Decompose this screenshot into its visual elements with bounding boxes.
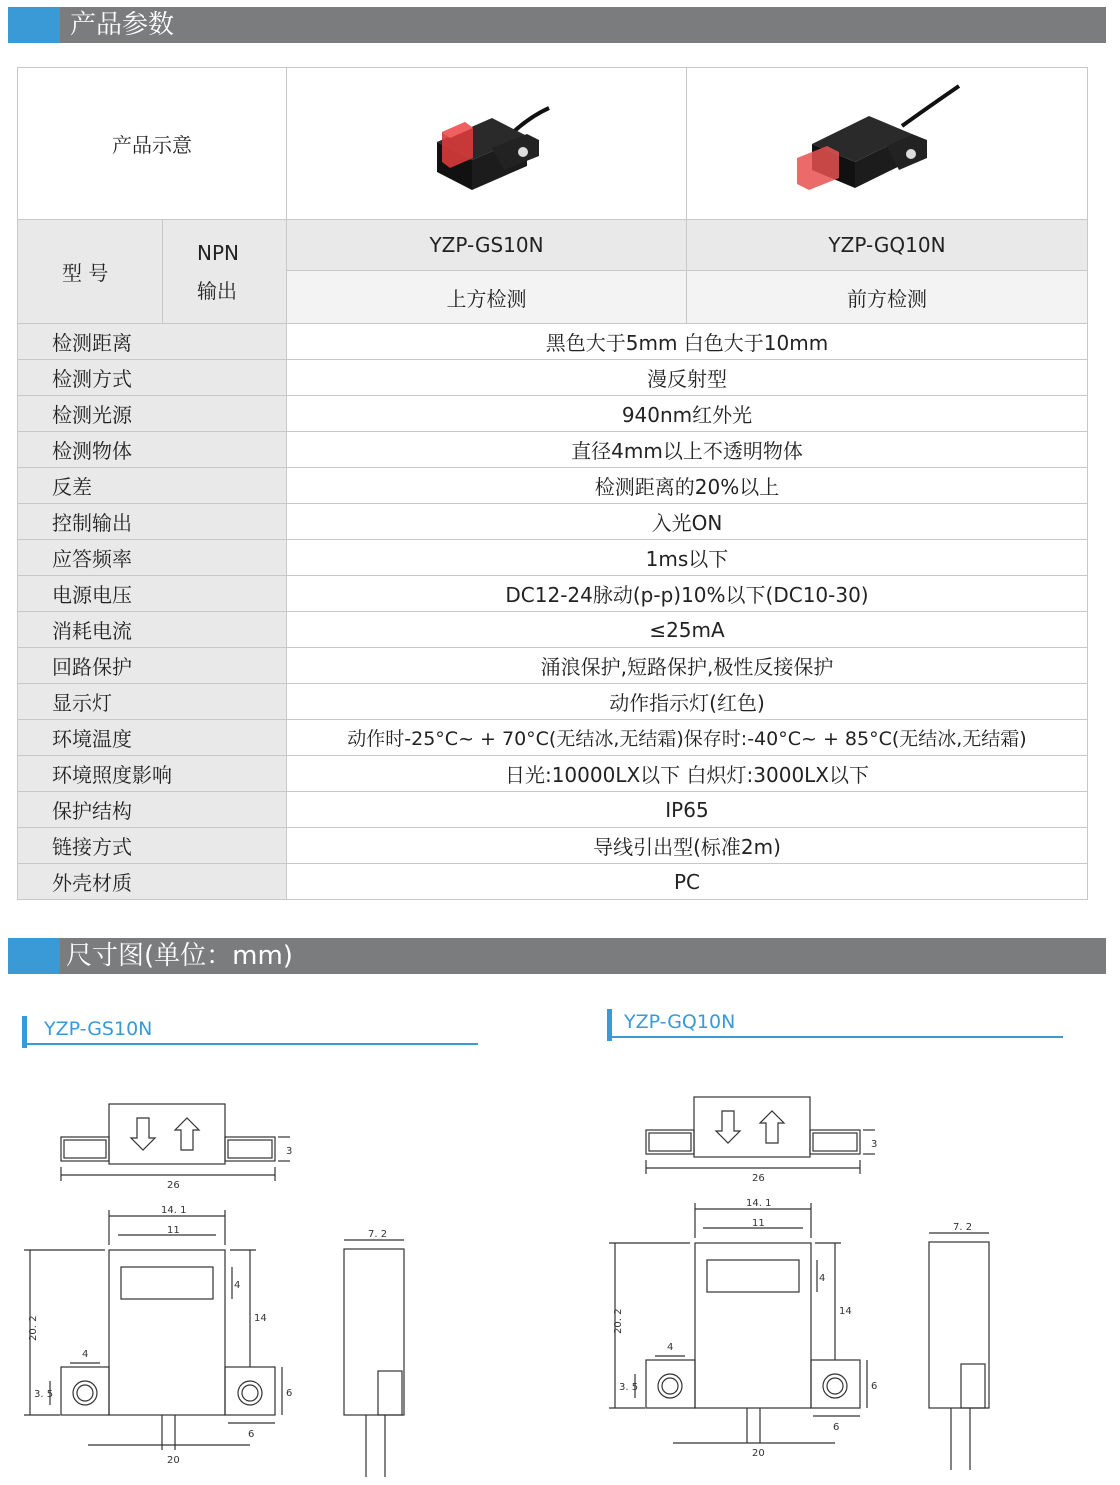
row-value: PC (287, 864, 1088, 900)
row-label: 电源电压 (18, 576, 287, 612)
dim-20-2: 20. 2 (28, 1315, 39, 1341)
table-row (18, 396, 1088, 432)
dim-6b: 6 (833, 1422, 840, 1433)
model-mode-1: 上方检测 (287, 271, 687, 324)
table-row (18, 324, 1088, 360)
table-row (18, 432, 1088, 468)
arrow-down-icon (716, 1111, 740, 1143)
drawing-title-text: YZP-GS10N (44, 1018, 153, 1040)
row-value: 黑色大于5mm 白色大于10mm (287, 324, 1088, 360)
row-label: 检测物体 (18, 432, 287, 468)
table-row (18, 864, 1088, 900)
dim-3: 3 (871, 1139, 878, 1150)
row-label: 链接方式 (18, 828, 287, 864)
table-row (18, 468, 1088, 504)
table-row (18, 828, 1088, 864)
table-row (18, 504, 1088, 540)
row-value: DC12-24脉动(p-p)10%以下(DC10-30) (287, 576, 1088, 612)
dim-20: 20 (752, 1448, 765, 1459)
table-row (18, 648, 1088, 684)
dim-14: 14 (839, 1306, 852, 1317)
dim-4: 4 (819, 1273, 826, 1284)
row-value: 入光ON (287, 504, 1088, 540)
spec-table (17, 67, 1088, 900)
dim-14-1: 14. 1 (746, 1198, 772, 1209)
dim-4b: 4 (82, 1349, 89, 1360)
dim-6b: 6 (248, 1429, 255, 1440)
image-label-cell (18, 68, 287, 220)
top-view-body (109, 1104, 225, 1164)
dim-6: 6 (286, 1388, 293, 1399)
dimension-drawing-1 (0, 1085, 560, 1485)
dimension-drawing-2 (585, 1078, 1120, 1478)
dim-4: 4 (234, 1280, 241, 1291)
row-value: 动作时-25°C~ + 70°C(无结冰,无结霜)保存时:-40°C~ + 85°C(无结冰,无结霜) (287, 720, 1088, 756)
dim-26: 26 (167, 1180, 180, 1191)
image-label: 产品示意 (112, 133, 192, 157)
section-header-dimensions (8, 938, 1106, 974)
drawing-title-1 (44, 1018, 152, 1040)
table-row (18, 360, 1088, 396)
table-row (18, 540, 1088, 576)
table-row (18, 720, 1088, 756)
dim-7-2: 7. 2 (953, 1222, 973, 1233)
dim-4b: 4 (667, 1342, 674, 1353)
row-value: 日光:10000LX以下 白炽灯:3000LX以下 (287, 756, 1088, 792)
model-label: 型 号 (62, 261, 109, 285)
row-value: 动作指示灯(红色) (287, 684, 1088, 720)
model-name-2: YZP-GQ10N (687, 220, 1088, 271)
row-label: 检测方式 (18, 360, 287, 396)
row-label: 控制输出 (18, 504, 287, 540)
dim-26: 26 (752, 1173, 765, 1184)
row-label: 外壳材质 (18, 864, 287, 900)
npn-output-cell (163, 220, 287, 324)
product-image-1 (287, 68, 687, 220)
row-value: 940nm红外光 (287, 396, 1088, 432)
arrow-down-icon (131, 1118, 155, 1150)
row-label: 显示灯 (18, 684, 287, 720)
dim-14: 14 (254, 1313, 267, 1324)
row-label: 回路保护 (18, 648, 287, 684)
model-mode-2: 前方检测 (687, 271, 1088, 324)
drawing-underline (22, 1043, 478, 1045)
row-value: ≤25mA (287, 612, 1088, 648)
drawing-title-2 (624, 1011, 735, 1033)
dim-20-2: 20. 2 (613, 1308, 624, 1334)
dim-14-1: 14. 1 (161, 1205, 187, 1216)
dim-11: 11 (752, 1218, 765, 1229)
arrow-up-icon (175, 1118, 199, 1150)
table-row (18, 792, 1088, 828)
row-label: 环境温度 (18, 720, 287, 756)
product-image-2 (687, 68, 1088, 220)
row-label: 环境照度影响 (18, 756, 287, 792)
row-label: 反差 (18, 468, 287, 504)
sensor-image-top-detect (287, 68, 687, 214)
npn-label: NPN (197, 240, 239, 265)
table-row (18, 756, 1088, 792)
drawing-title-text: YZP-GQ10N (624, 1011, 736, 1033)
section-accent (8, 7, 60, 43)
table-row (18, 612, 1088, 648)
dim-7-2: 7. 2 (368, 1229, 388, 1240)
table-row (18, 576, 1088, 612)
section-title: 尺寸图(单位：mm) (66, 941, 293, 971)
dim-11: 11 (167, 1225, 180, 1236)
dim-20: 20 (167, 1455, 180, 1466)
row-value: 漫反射型 (287, 360, 1088, 396)
row-label: 保护结构 (18, 792, 287, 828)
sensor-image-front-detect (687, 68, 1088, 214)
section-accent (8, 938, 60, 974)
section-header-params (8, 7, 1106, 43)
dim-6: 6 (871, 1381, 878, 1392)
row-label: 检测光源 (18, 396, 287, 432)
output-label: 输出 (197, 278, 237, 303)
drawing-underline (607, 1036, 1063, 1038)
model-label-cell (18, 220, 163, 324)
dim-3: 3 (286, 1146, 293, 1157)
dim-3-5: 3. 5 (619, 1382, 639, 1393)
row-label: 消耗电流 (18, 612, 287, 648)
model-name-1: YZP-GS10N (287, 220, 687, 271)
row-label: 检测距离 (18, 324, 287, 360)
table-row (18, 684, 1088, 720)
row-value: 检测距离的20%以上 (287, 468, 1088, 504)
row-value: 1ms以下 (287, 540, 1088, 576)
row-label: 应答频率 (18, 540, 287, 576)
section-title: 产品参数 (70, 10, 175, 40)
row-value: 直径4mm以上不透明物体 (287, 432, 1088, 468)
arrow-up-icon (760, 1111, 784, 1143)
row-value: 涌浪保护,短路保护,极性反接保护 (287, 648, 1088, 684)
row-value: 导线引出型(标准2m) (287, 828, 1088, 864)
dim-3-5: 3. 5 (34, 1389, 54, 1400)
row-value: IP65 (287, 792, 1088, 828)
